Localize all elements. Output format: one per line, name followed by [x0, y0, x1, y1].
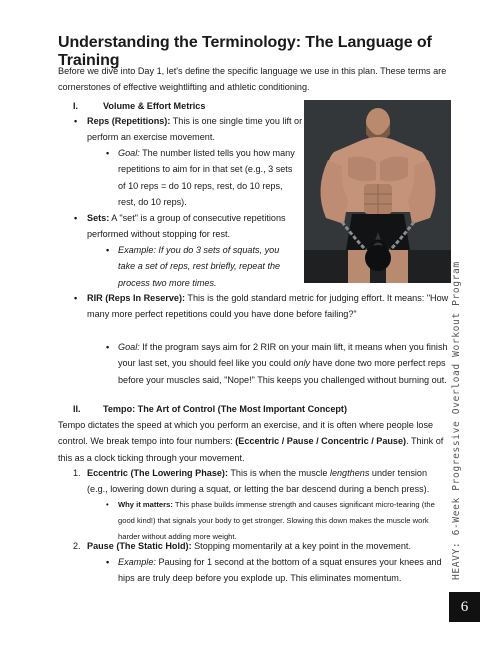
- term-eccentric: Eccentric (The Lowering Phase):: [87, 468, 228, 478]
- text-why: This phase builds immense strength and causes significant micro-tearing (the good kind!) that signals your body to get stronger. Slowing this down makes the muscle work harder without adding more weight.: [118, 500, 435, 541]
- bullet-icon: •: [74, 293, 78, 303]
- text-pause: Stopping momentarily at a key point in the movement.: [191, 541, 411, 551]
- tempo-paragraph: [58, 417, 450, 466]
- section-heading-2: [73, 401, 347, 417]
- bullet-icon: •: [106, 342, 110, 352]
- text-sets: A "set" is a group of consecutive repetitions performed without stopping for rest.: [87, 213, 286, 240]
- tempo-intro-2: . Think of this as a clock ticking through your movement.: [58, 436, 444, 463]
- label-goal: Goal:: [118, 342, 140, 352]
- text-reps: This is one single time you lift or perform an exercise movement.: [87, 116, 303, 143]
- text-rir-goal-only: only: [293, 358, 311, 369]
- tempo-intro-1: Tempo dictates the speed at which you perform an exercise, and it is often where people lose control. We break tempo into four numbers:: [58, 420, 434, 447]
- text-eccentric-ital: lengthens: [329, 468, 370, 478]
- vertical-book-title: HEAVY: 6-Week Progressive Overload Workout Program: [451, 261, 462, 580]
- bullet-icon: •: [106, 557, 110, 567]
- section-heading-text: Volume & Effort Metrics: [103, 101, 206, 111]
- bullet-icon: •: [74, 116, 78, 126]
- term-reps: Reps (Repetitions):: [87, 116, 171, 126]
- bullet-icon: •: [106, 148, 110, 158]
- list-number: 1.: [73, 468, 81, 478]
- section-numeral: I.: [73, 101, 79, 111]
- page-title: Understanding the Terminology: The Language of Training: [58, 34, 432, 69]
- bullet-icon: •: [106, 500, 109, 509]
- list-number: 2.: [73, 541, 81, 551]
- list-item-pause: [73, 538, 447, 554]
- label-example: Example:: [118, 557, 156, 567]
- text-rir-goal-2: have done two more perfect reps before your muscles said, "Nope!" This keeps you challenged without burning out.: [118, 358, 447, 385]
- list-item-reps-goal: [106, 145, 298, 210]
- athlete-illustration: [304, 100, 451, 283]
- text-rir-goal-1: If the program says aim for 2 RIR on your main lift, it means when you finish your last set, you should feel like you could: [118, 342, 448, 369]
- term-sets: Sets:: [87, 213, 110, 223]
- label-goal: Goal:: [118, 148, 140, 158]
- text-pause-example: Pausing for 1 second at the bottom of a squat ensures your knees and hips are truly deep before you explode up. This eliminates momentum.: [118, 557, 442, 584]
- term-rir: RIR (Reps In Reserve):: [87, 293, 186, 303]
- section-heading-text: Tempo: The Art of Control (The Most Important Concept): [103, 404, 347, 414]
- section-numeral: II.: [73, 404, 81, 414]
- athlete-photo: [304, 100, 451, 283]
- list-item-pause-example: [106, 554, 446, 587]
- text-reps-goal: The number listed tells you how many repetitions to aim for in that set (e.g., 3 sets of 10 reps = do 10 reps, rest, do 10 reps, rest, do 10 reps).: [118, 148, 295, 207]
- label-why: Why it matters:: [118, 500, 173, 509]
- list-item-rir-goal: [106, 339, 454, 388]
- list-item-rir: [74, 290, 453, 323]
- text-rir: This is the gold standard metric for judging effort. It means: "How many more perfect repetitions could you have done before failing?": [87, 293, 449, 320]
- text-sets-example: Example: If you do 3 sets of squats, you take a set of reps, rest briefly, repeat the process two more times.: [118, 245, 281, 288]
- bullet-icon: •: [74, 213, 78, 223]
- text-eccentric-2: under tension (e.g., lowering down during a squat, or letting the bar descend during a bench press).: [87, 468, 430, 495]
- list-item-eccentric: [73, 465, 447, 498]
- section-heading-1: [73, 98, 205, 114]
- tempo-intro-bold: (Eccentric / Pause / Concentric / Pause): [235, 436, 407, 447]
- list-item-sets-example: [106, 242, 298, 291]
- bullet-icon: •: [106, 245, 110, 255]
- intro-paragraph: Before we dive into Day 1, let's define the specific language we use in this plan. These terms are cornerstones of effective weightlifting and athletic conditioning.: [58, 66, 447, 93]
- list-item-sets: [74, 210, 305, 243]
- page-number: 6: [449, 592, 480, 622]
- term-pause: Pause (The Static Hold):: [87, 541, 192, 551]
- list-item-reps: [74, 113, 305, 146]
- text-eccentric-1: This is when the muscle: [227, 468, 330, 478]
